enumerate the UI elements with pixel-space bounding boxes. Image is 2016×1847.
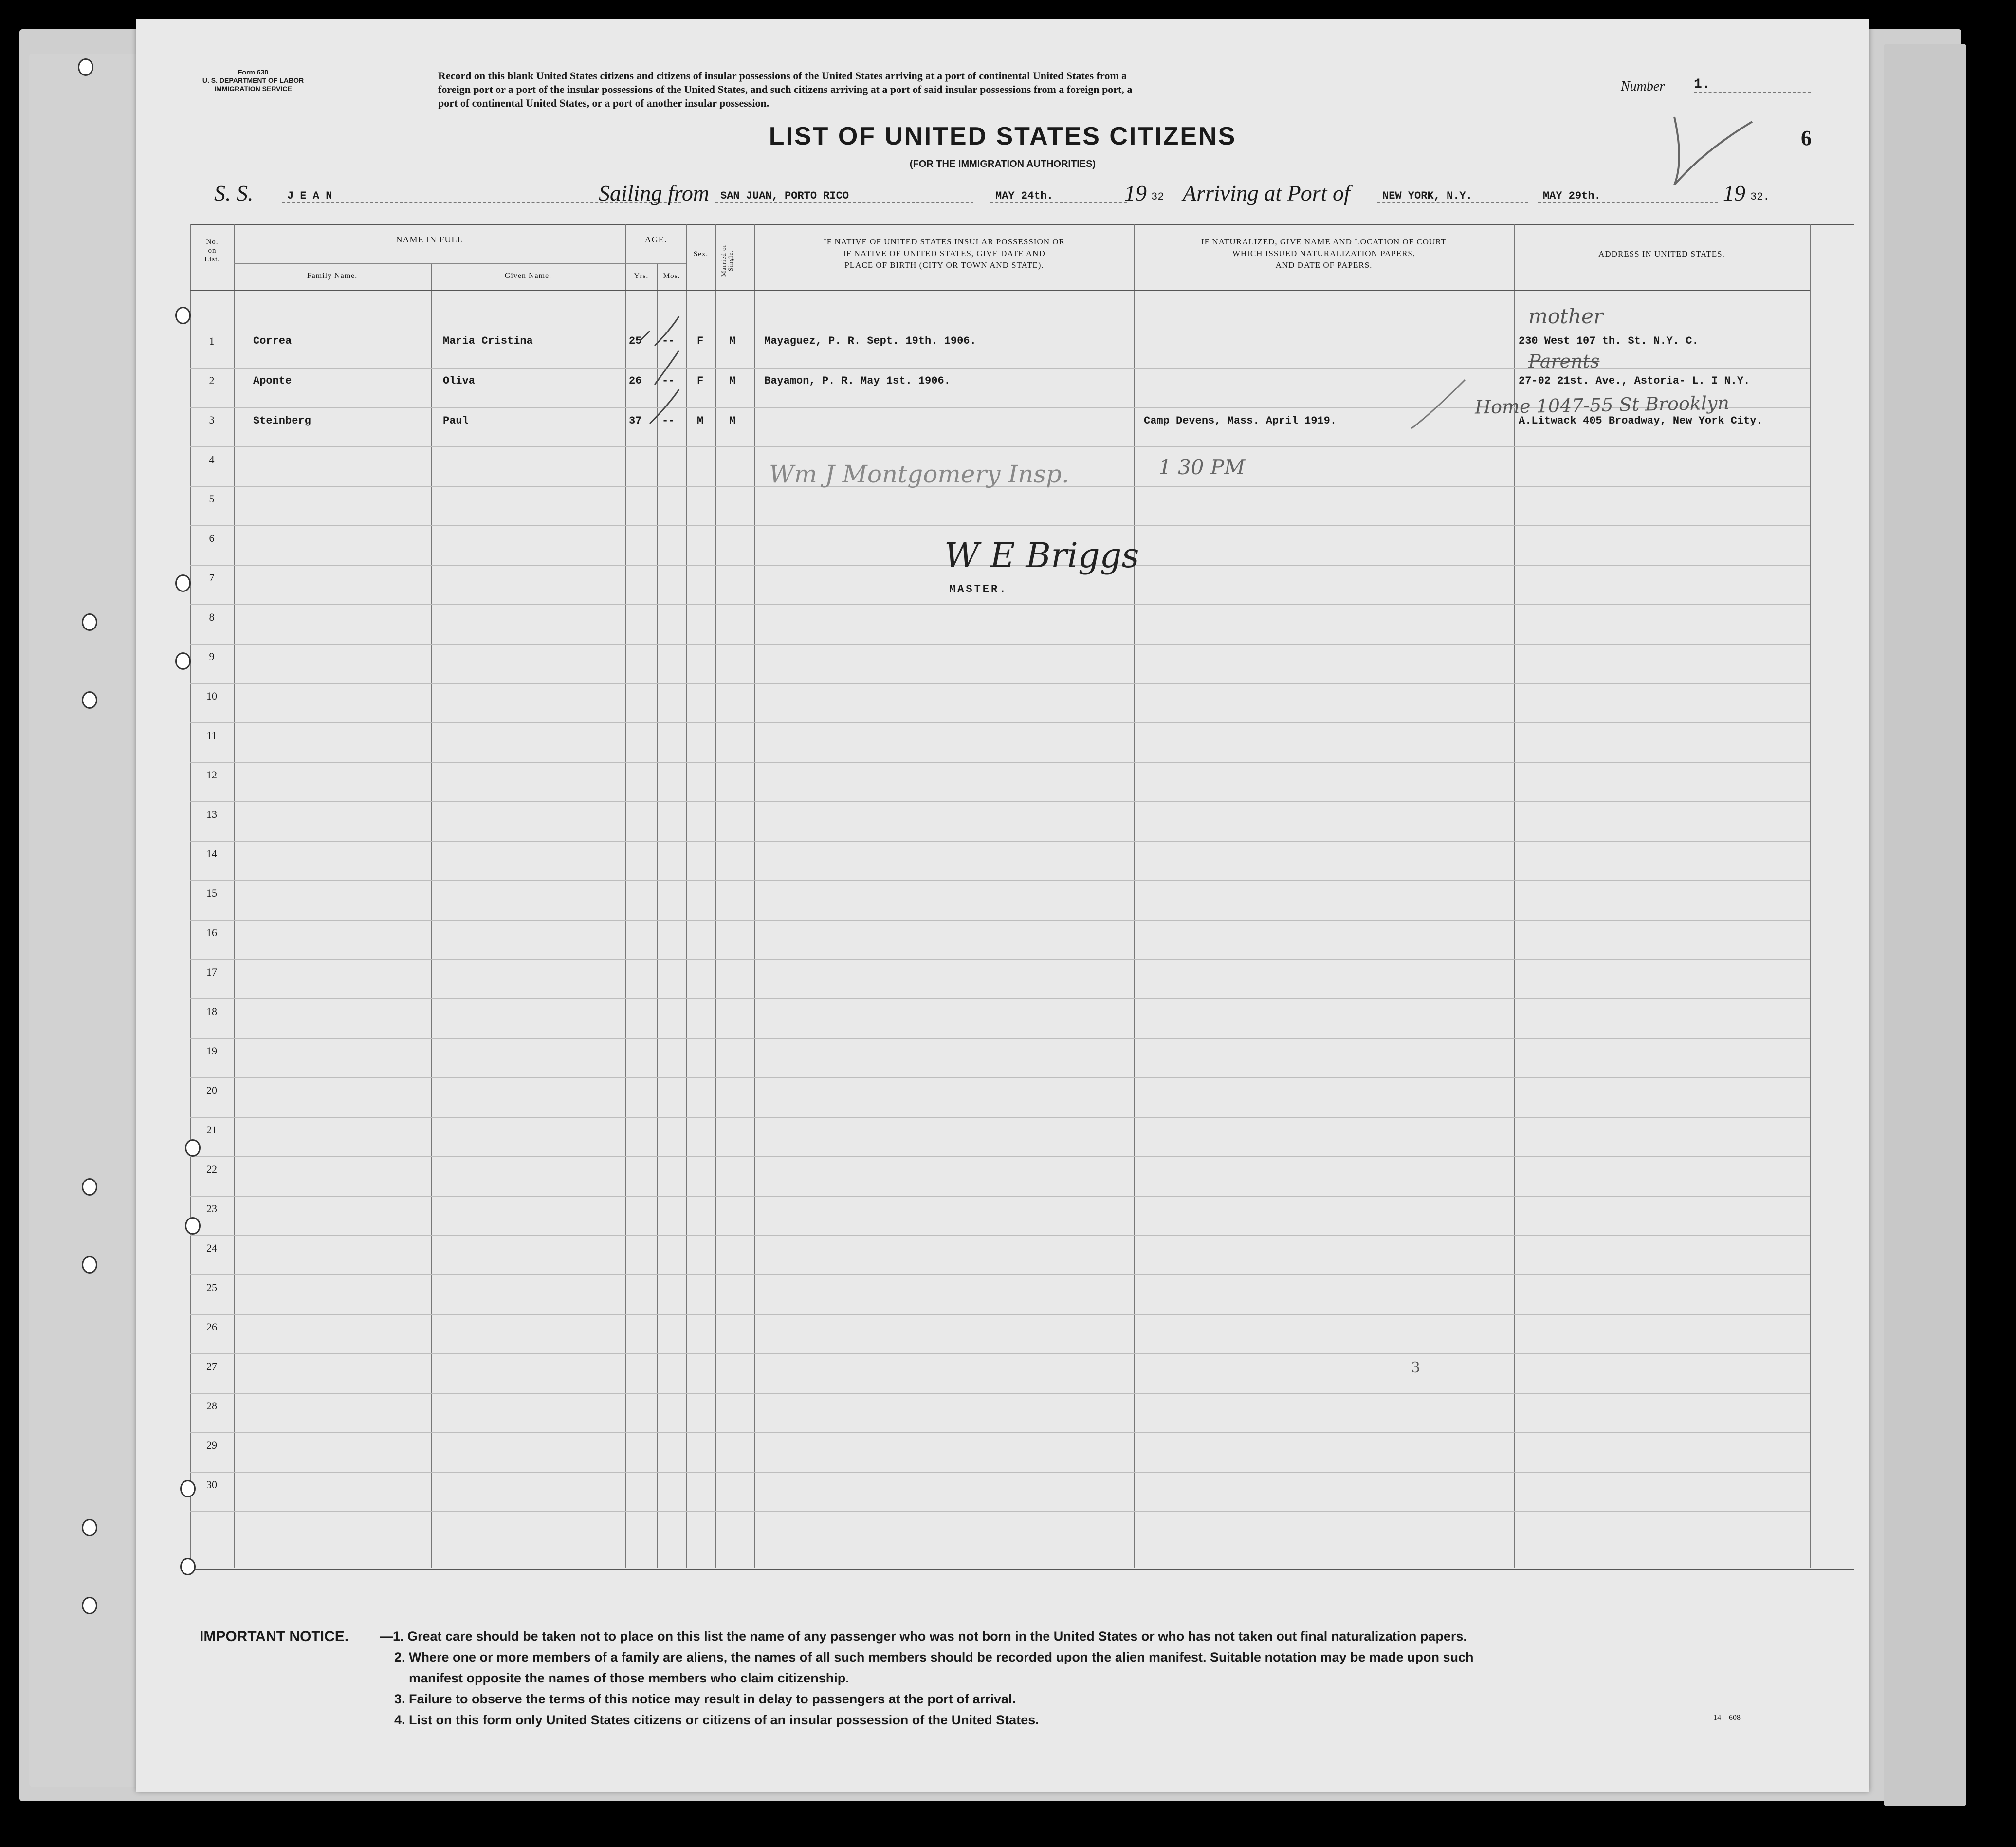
check-mark-top <box>1645 112 1762 209</box>
row-number: 1 <box>209 335 215 347</box>
notice-item: 3. Failure to observe the terms of this notice may result in delay to passengers at the port of arrival. <box>394 1692 1016 1706</box>
notice-item: —1. Great care should be taken not to place on this list the name of any passenger who was not born in the United States or who has not taken out final naturalization papers. <box>380 1629 1467 1644</box>
form-info <box>180 68 326 93</box>
binding-hole <box>180 1558 196 1575</box>
binding-hole <box>82 613 97 631</box>
row-number: 3 <box>209 414 215 426</box>
row-number: 17 <box>206 966 217 978</box>
row-rule <box>190 644 1810 645</box>
check-mark-mid <box>1402 375 1470 443</box>
row-number: 28 <box>206 1400 217 1412</box>
row3-yrs: 37 <box>629 415 642 427</box>
binding-hole <box>82 1178 97 1196</box>
row1-yrs: 25 <box>629 335 642 347</box>
service: IMMIGRATION SERVICE <box>214 85 292 92</box>
row2-ms: M <box>729 375 736 387</box>
row-number: 6 <box>209 532 215 544</box>
col-rule <box>1134 224 1135 1568</box>
row-number: 4 <box>209 453 215 465</box>
notice-item: 4. List on this form only United States citizens or citizens of an insular possession of the United States. <box>394 1713 1039 1727</box>
row-number: 9 <box>209 650 215 663</box>
row-rule <box>190 959 1810 960</box>
col-yrs: Yrs. <box>634 272 649 280</box>
master-signature: W E Briggs <box>944 536 1139 575</box>
col-naturalized-line: IF NATURALIZED, GIVE NAME AND LOCATION OF COURT <box>1201 237 1447 246</box>
row-rule <box>190 683 1810 684</box>
row-number: 27 <box>206 1360 217 1372</box>
row-rule <box>190 1393 1810 1394</box>
row-number: 19 <box>206 1045 217 1057</box>
row-rule <box>190 1038 1810 1039</box>
record-note <box>438 69 1684 110</box>
col-naturalized <box>1134 236 1514 271</box>
col-rule <box>1514 224 1515 1568</box>
master-label: MASTER. <box>949 583 1008 595</box>
row3-sex: M <box>697 415 704 427</box>
row-rule <box>190 1314 1810 1315</box>
stray-mark: 3 <box>1411 1358 1420 1376</box>
row-rule <box>190 998 1810 999</box>
row2-birth: Bayamon, P. R. May 1st. 1906. <box>764 375 951 387</box>
check-mark <box>1411 380 1465 428</box>
row-rule <box>190 762 1810 763</box>
row-number: 25 <box>206 1281 217 1293</box>
row-number: 21 <box>206 1124 217 1136</box>
department: U. S. DEPARTMENT OF LABOR <box>202 76 304 84</box>
binding-hole <box>175 652 191 670</box>
binding-hole <box>175 574 191 592</box>
row3-given: Paul <box>443 415 469 427</box>
sailing-year-prefix: 19 <box>1124 181 1147 205</box>
row-number: 7 <box>209 572 215 584</box>
row3-mos: -- <box>662 415 675 427</box>
binding-hole <box>82 691 97 709</box>
col-naturalized-line: AND DATE OF PAPERS. <box>1275 260 1373 270</box>
row1-sex: F <box>697 335 704 347</box>
col-native-line: PLACE OF BIRTH (CITY OR TOWN AND STATE). <box>844 260 1044 270</box>
row-rule <box>190 1156 1810 1157</box>
check-mark <box>1674 117 1752 185</box>
page-number: 6 <box>1801 126 1812 150</box>
col-name-in-full: NAME IN FULL <box>396 235 463 244</box>
binding-hole <box>185 1217 201 1235</box>
arriving-label: Arriving at Port of <box>1183 181 1350 205</box>
row-number: 14 <box>206 848 217 860</box>
record-note-line: Record on this blank United States citizens and citizens of insular possessions of the United States arriving at a port of continental United States from a <box>438 70 1127 82</box>
row-number: 2 <box>209 374 215 387</box>
form-code: 14—608 <box>1713 1714 1741 1722</box>
row3-naturalized: Camp Devens, Mass. April 1919. <box>1144 415 1337 427</box>
binding-hole <box>180 1480 196 1497</box>
row-rule <box>190 920 1810 921</box>
row-number: 20 <box>206 1084 217 1096</box>
col-no-line: No. <box>206 238 219 246</box>
col-mos: Mos. <box>663 272 680 280</box>
row-number: 11 <box>206 729 217 741</box>
number-value: 1. <box>1694 77 1811 93</box>
row-number: 23 <box>206 1202 217 1215</box>
row-rule <box>190 1511 1810 1512</box>
annotation-mother: mother <box>1528 304 1603 328</box>
notice-heading: IMPORTANT NOTICE. <box>200 1628 349 1644</box>
binding-hole <box>82 1597 97 1614</box>
col-native-line: IF NATIVE OF UNITED STATES, GIVE DATE AND <box>843 249 1045 258</box>
row1-given: Maria Cristina <box>443 335 533 347</box>
row-rule <box>190 880 1810 881</box>
binding-hole <box>82 1256 97 1274</box>
binding-hole <box>82 1519 97 1536</box>
arriving-year: 32. <box>1750 191 1770 203</box>
page-title: LIST OF UNITED STATES CITIZENS <box>769 122 1237 150</box>
time-stamp: 1 30 PM <box>1158 455 1246 479</box>
row-number: 10 <box>206 690 217 702</box>
row-number: 8 <box>209 611 215 623</box>
record-note-line: foreign port or a port of the insular possessions of the United States, and such citizens arriving at a port of said insular possessions from a foreign port, a <box>438 83 1133 95</box>
row-rule <box>190 1274 1810 1275</box>
row-rule <box>190 1235 1810 1236</box>
row-rule <box>190 841 1810 842</box>
arriving-year-prefix: 19 <box>1723 181 1745 205</box>
row-rule <box>190 801 1810 802</box>
col-married: Married or Single. <box>720 244 734 277</box>
row-number: 13 <box>206 808 217 820</box>
row-rule <box>190 1353 1810 1354</box>
col-rule <box>715 224 716 1568</box>
annotation-parents: Parents <box>1528 351 1600 372</box>
row1-mos: -- <box>662 335 675 347</box>
back-page-edge <box>1884 44 1966 1806</box>
row2-yrs: 26 <box>629 375 642 387</box>
row-rule <box>190 1472 1810 1473</box>
notice-item: 2. Where one or more members of a family are aliens, the names of all such members should be recorded upon the alien manifest. Suitable notation may be made upon such <box>394 1650 1474 1664</box>
binding-hole <box>78 58 93 76</box>
record-note-line: port of continental United States, or a port of another insular possession. <box>438 97 770 109</box>
binding-hole <box>175 307 191 324</box>
page-subtitle: (FOR THE IMMIGRATION AUTHORITIES) <box>909 159 1096 169</box>
row-rule <box>190 446 1810 447</box>
row-number: 16 <box>206 926 217 939</box>
arriving-port: NEW YORK, N.Y. <box>1377 190 1528 203</box>
row2-address: 27-02 21st. Ave., Astoria- L. I N.Y. <box>1519 375 1750 387</box>
row2-given: Oliva <box>443 375 476 387</box>
header-rule <box>190 290 1810 291</box>
arriving-date: MAY 29th. <box>1538 190 1718 203</box>
col-family-name: Family Name. <box>307 272 358 280</box>
col-address: ADDRESS IN UNITED STATES. <box>1598 249 1725 259</box>
col-sex: Sex. <box>693 250 709 258</box>
annotation-home: Home 1047-55 St Brooklyn <box>1474 392 1730 418</box>
check-mark <box>640 316 679 424</box>
col-rule <box>234 224 235 1568</box>
row1-birth: Mayaguez, P. R. Sept. 19th. 1906. <box>764 335 976 347</box>
col-rule <box>657 263 658 1568</box>
col-age: AGE. <box>644 235 667 244</box>
row-number: 29 <box>206 1439 217 1451</box>
row-rule <box>190 1432 1810 1433</box>
form-number: Form 630 <box>238 68 269 76</box>
inspector-signature: Wm J Montgomery Insp. <box>769 460 1069 488</box>
sailing-date: MAY 24th. <box>990 190 1127 203</box>
sailing-label: Sailing from <box>599 181 710 205</box>
row-number: 18 <box>206 1005 217 1017</box>
col-native <box>754 236 1134 271</box>
number-label: Number <box>1621 79 1665 94</box>
notice-body <box>380 1626 1840 1731</box>
row2-sex: F <box>697 375 704 387</box>
row-rule <box>190 604 1810 605</box>
row-number: 15 <box>206 887 217 899</box>
row2-family: Aponte <box>253 375 292 387</box>
col-rule <box>431 263 432 1568</box>
row1-ms: M <box>729 335 736 347</box>
ss-label: S. S. <box>214 181 254 205</box>
sailing-from: SAN JUAN, PORTO RICO <box>715 190 973 203</box>
subhead-rule <box>234 263 686 264</box>
row-rule <box>190 1117 1810 1118</box>
check-marks <box>625 312 694 458</box>
row-number: 5 <box>209 493 215 505</box>
col-given-name: Given Name. <box>504 272 552 280</box>
row-number: 12 <box>206 769 217 781</box>
col-no-on-list <box>191 238 234 264</box>
row-number: 26 <box>206 1321 217 1333</box>
manifest-sheet <box>136 19 1869 1792</box>
col-rule <box>1810 224 1811 1568</box>
row2-mos: -- <box>662 375 675 387</box>
row-number: 30 <box>206 1478 217 1491</box>
ship-name: J E A N <box>282 190 681 203</box>
row-rule <box>190 722 1810 723</box>
row-rule <box>190 1196 1810 1197</box>
sailing-year: 32 <box>1151 191 1164 203</box>
notice-item: manifest opposite the names of those members who claim citizenship. <box>409 1671 849 1685</box>
col-naturalized-line: WHICH ISSUED NATURALIZATION PAPERS, <box>1232 249 1416 258</box>
col-no-line: List. <box>204 256 220 263</box>
row-number: 22 <box>206 1163 217 1175</box>
binding-hole <box>185 1139 201 1157</box>
row-rule <box>190 1077 1810 1078</box>
row1-address: 230 West 107 th. St. N.Y. C. <box>1519 335 1699 347</box>
col-native-line: IF NATIVE OF UNITED STATES INSULAR POSSESSION OR <box>824 237 1065 246</box>
col-no-line: on <box>208 247 217 255</box>
row1-family: Correa <box>253 335 292 347</box>
row3-address: A.Litwack 405 Broadway, New York City. <box>1519 415 1763 427</box>
col-rule <box>754 224 755 1568</box>
row3-ms: M <box>729 415 736 427</box>
row3-family: Steinberg <box>253 415 311 427</box>
row-number: 24 <box>206 1242 217 1254</box>
row-rule <box>190 525 1810 526</box>
